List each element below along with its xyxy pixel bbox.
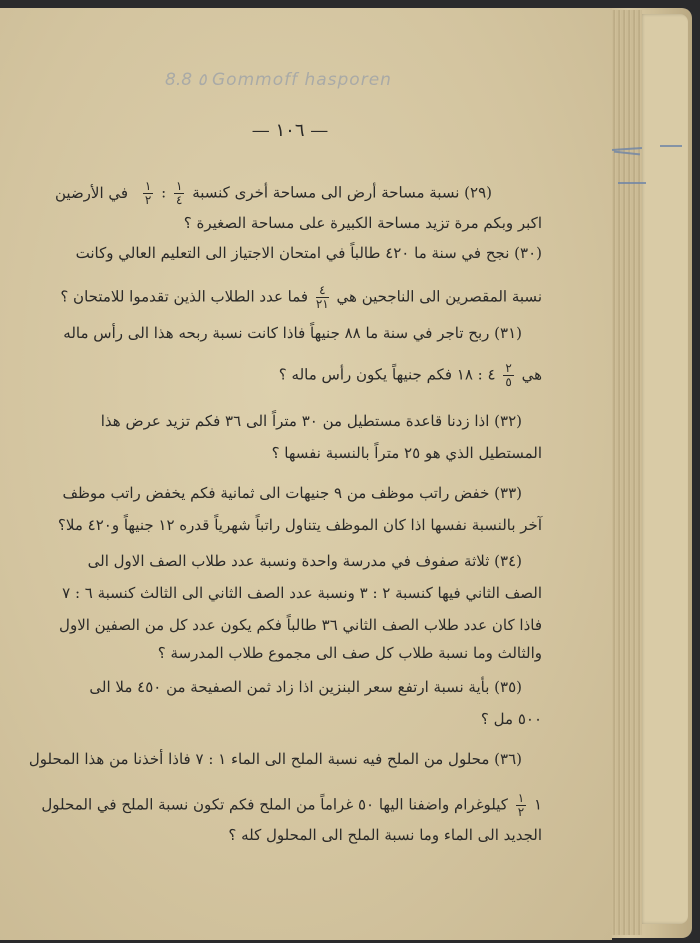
problem-31-line-2: هي $\frac{٢}{٥}$ ٤ : ١٨ فكم جنيهاً يكون رأس ماله ؟ xyxy=(278,361,542,389)
problem-29-line-1-end: في الأرضين xyxy=(55,184,129,202)
problem-34-line-2: الصف الثاني فيها كنسبة ٢ : ٣ ونسبة عدد الصف الثاني الى الثالث كنسبة ٦ : ٧ xyxy=(62,584,542,602)
problem-32-line-1: (٣٢) اذا زدنا قاعدة مستطيل من ٣٠ متراً الى ٣٦ فكم تزيد عرض هذا xyxy=(100,412,522,430)
problem-36-line-1: (٣٦) محلول من الملح فيه نسبة الملح الى الماء ١ : ٧ فاذا أخذنا من هذا المحلول xyxy=(28,750,522,768)
problem-29-line-1: (٢٩) نسبة مساحة أرض الى مساحة أخرى كنسبة $\frac{١}{٤}$ : $\frac{١}{٢}$ xyxy=(144,179,492,207)
fraction-4-21: $\frac{٤}{٢١}$ xyxy=(315,283,329,311)
fraction-half: $\frac{١}{٢}$ xyxy=(144,179,152,207)
pencil-note: 8.8 ٥ Gommoff hasporen xyxy=(165,70,392,90)
book-page xyxy=(0,8,612,940)
fraction-quarter: $\frac{١}{٤}$ xyxy=(175,179,183,207)
problem-35-line-2: ٥٠٠ مل ؟ xyxy=(480,710,542,728)
fraction-2-5: $\frac{٢}{٥}$ xyxy=(505,361,512,389)
problem-32-line-2: المستطيل الذي هو ٢٥ متراً بالنسبة نفسها ؟ xyxy=(271,444,542,462)
problem-34-line-3: فاذا كان عدد طلاب الصف الثاني ٣٦ طالباً فكم يكون عدد كل من الصفين الاول xyxy=(59,616,542,634)
problem-33-line-2: آخر بالنسبة نفسها اذا كان الموظف يتناول راتباً شهرياً قدره ١٢ جنيهاً و٤٢٠ ملا؟ xyxy=(57,516,542,534)
problem-34-line-4: والثالث وما نسبة طلاب كل صف الى مجموع طلاب المدرسة ؟ xyxy=(157,644,542,662)
problem-30-line-2: نسبة المقصرين الى الناجحين هي $\frac{٤}{٢١}$ فما عدد الطلاب الذين تقدموا للامتحان ؟ xyxy=(60,283,542,311)
problem-34-line-1: (٣٤) ثلاثة صفوف في مدرسة واحدة ونسبة عدد طلاب الصف الاول الى xyxy=(87,552,522,570)
ink-mark xyxy=(660,145,682,147)
page-number: — ١٠٦ — xyxy=(251,120,329,141)
fraction-1-2: $\frac{١}{٢}$ xyxy=(517,791,525,819)
problem-33-line-1: (٣٣) خفض راتب موظف من ٩ جنيهات الى ثمانية فكم يخفض راتب موظف xyxy=(62,484,522,502)
right-page-stack xyxy=(640,14,688,924)
ink-mark xyxy=(618,182,646,184)
problem-30-line-1: (٣٠) نجح في سنة ما ٤٢٠ طالباً في امتحان الاجتياز الى التعليم العالي وكانت xyxy=(75,244,542,262)
problem-36-line-2: ١ $\frac{١}{٢}$ كيلوغرام واضفنا اليها ٥٠ غراماً من الملح فكم تكون نسبة الملح في المحلول xyxy=(41,791,542,819)
problem-35-line-1: (٣٥) بأية نسبة ارتفع سعر البنزين اذا زاد ثمن الصفيحة من ٤٥٠ ملا الى xyxy=(89,678,522,696)
problem-31-line-1: (٣١) ربح تاجر في سنة ما ٨٨ جنيهاً فاذا كانت نسبة ربحه هذا الى رأس ماله xyxy=(63,324,522,342)
problem-36-line-3: الجديد الى الماء وما نسبة الملح الى المحلول كله ؟ xyxy=(228,826,542,844)
problem-29-line-2: اكبر وبكم مرة تزيد مساحة الكبيرة على مساحة الصغيرة ؟ xyxy=(183,214,542,232)
